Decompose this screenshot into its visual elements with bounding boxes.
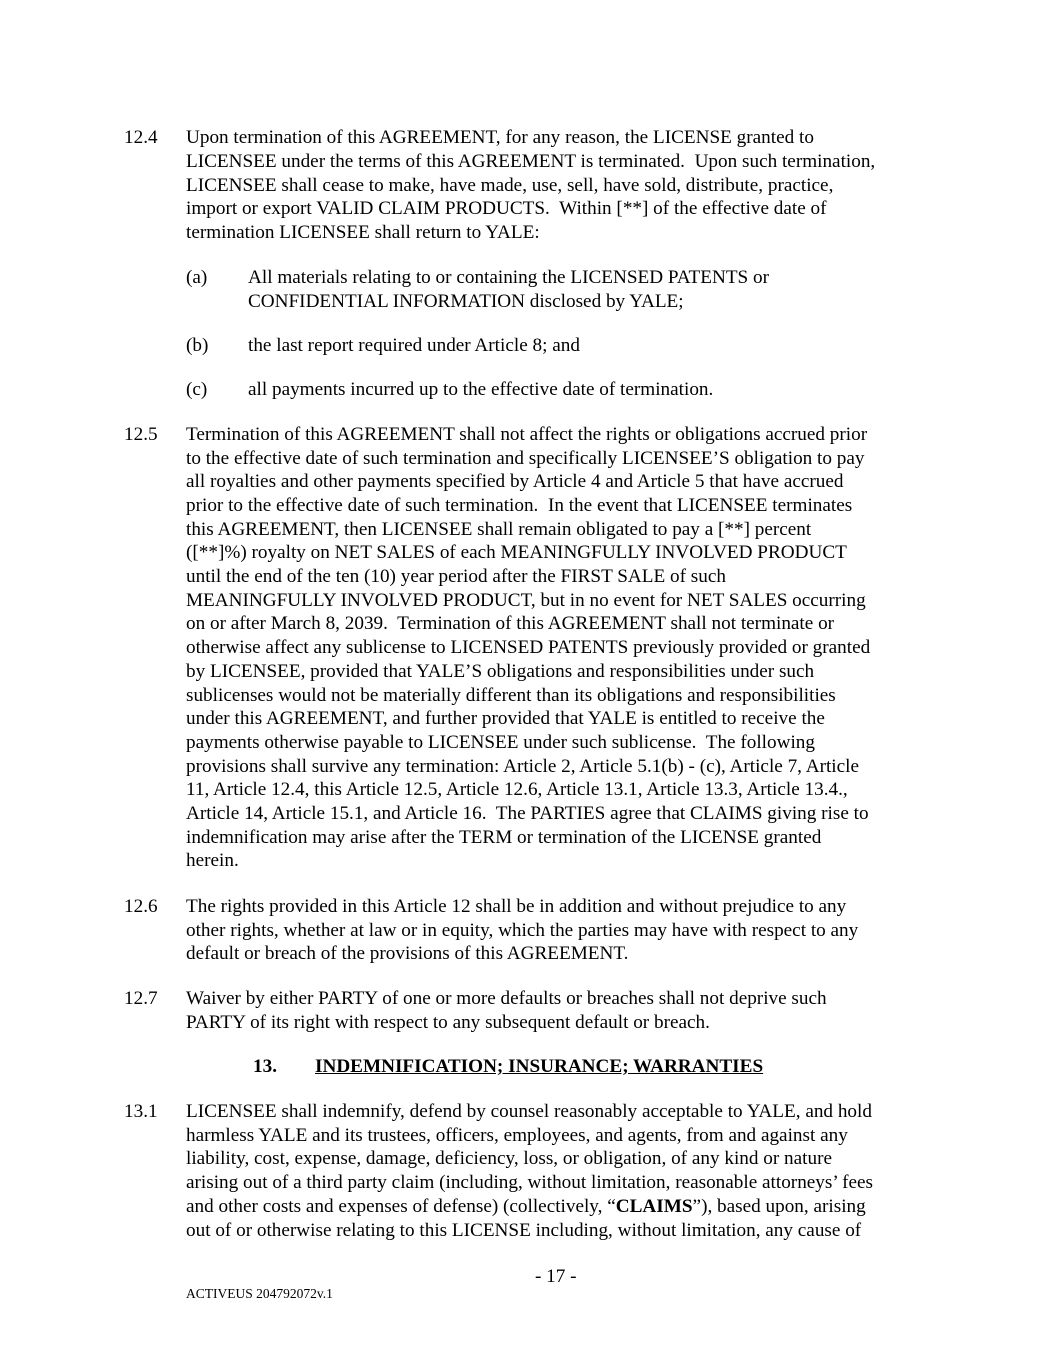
section-13-1-line xyxy=(186,1195,866,1219)
section-12-5-line: MEANINGFULLY INVOLVED PRODUCT, but in no event for NET SALES occurring xyxy=(186,590,866,611)
section-12-5-line: prior to the effective date of such termination. In the event that LICENSEE terminates xyxy=(186,495,853,516)
list-label-b: (b) xyxy=(186,335,209,356)
section-number-12-4: 12.4 xyxy=(124,127,158,148)
article-13-heading xyxy=(253,1055,813,1079)
section-13-1-line: LICENSEE shall indemnify, defend by counsel reasonably acceptable to YALE, and hold xyxy=(186,1101,872,1122)
claims-text-after: ”), based upon, arising xyxy=(692,1196,866,1217)
section-12-5-line: ([**]%) royalty on NET SALES of each MEANINGFULLY INVOLVED PRODUCT xyxy=(186,542,847,563)
page-number: - 17 - xyxy=(535,1266,577,1287)
section-12-4-line: termination LICENSEE shall return to YALE: xyxy=(186,222,540,243)
section-number-12-7: 12.7 xyxy=(124,988,158,1009)
document-id: ACTIVEUS 204792072v.1 xyxy=(186,1286,333,1301)
section-12-5-line: sublicenses would not be materially different than its obligations and responsibilities xyxy=(186,685,836,706)
section-12-5-line: this AGREEMENT, then LICENSEE shall remain obligated to pay a [**] percent xyxy=(186,519,812,540)
section-12-5-line: by LICENSEE, provided that YALE’S obligations and responsibilities under such xyxy=(186,661,815,682)
section-12-5-line: Article 14, Article 15.1, and Article 16. The PARTIES agree that CLAIMS giving rise to xyxy=(186,803,869,824)
section-13-1-line: liability, cost, expense, damage, deficiency, loss, or obligation, of any kind or nature xyxy=(186,1148,832,1169)
section-12-5-line: on or after March 8, 2039. Termination of this AGREEMENT shall not terminate or xyxy=(186,613,835,634)
section-12-5-line: all royalties and other payments specified by Article 4 and Article 5 that have accrued xyxy=(186,471,844,492)
section-13-1-line: harmless YALE and its trustees, officers, employees, and agents, from and against any xyxy=(186,1125,848,1146)
section-12-4-line: LICENSEE under the terms of this AGREEMENT is terminated. Upon such termination, xyxy=(186,151,876,172)
article-13-title: INDEMNIFICATION; INSURANCE; WARRANTIES xyxy=(315,1056,764,1077)
section-12-4-line: import or export VALID CLAIM PRODUCTS. Within [**] of the effective date of xyxy=(186,198,827,219)
section-12-5-line: herein. xyxy=(186,850,239,871)
section-12-5-line: to the effective date of such termination and specifically LICENSEE’S obligation to pay xyxy=(186,448,865,469)
list-item-b-line: the last report required under Article 8; and xyxy=(248,335,580,356)
section-12-5-line: indemnification may arise after the TERM or termination of the LICENSE granted xyxy=(186,827,822,848)
section-12-6-line: The rights provided in this Article 12 shall be in addition and without prejudice to any xyxy=(186,896,847,917)
list-label-c: (c) xyxy=(186,379,208,400)
article-13-number: 13. xyxy=(253,1056,277,1077)
section-12-7-line: Waiver by either PARTY of one or more defaults or breaches shall not deprive such xyxy=(186,988,827,1009)
section-12-5-line: payments otherwise payable to LICENSEE under such sublicense. The following xyxy=(186,732,815,753)
list-item-c-line: all payments incurred up to the effective date of termination. xyxy=(248,379,714,400)
claims-defined-term: CLAIMS xyxy=(615,1196,693,1217)
section-12-4-line: LICENSEE shall cease to make, have made, use, sell, have sold, distribute, practice, xyxy=(186,175,834,196)
section-12-5-line: under this AGREEMENT, and further provided that YALE is entitled to receive the xyxy=(186,708,825,729)
section-13-1-line: out of or otherwise relating to this LICENSE including, without limitation, any cause of xyxy=(186,1220,862,1241)
section-12-5-line: Termination of this AGREEMENT shall not affect the rights or obligations accrued prior xyxy=(186,424,868,445)
section-12-6-line: other rights, whether at law or in equity, which the parties may have with respect to any xyxy=(186,920,859,941)
section-number-12-6: 12.6 xyxy=(124,896,158,917)
list-item-a-line: All materials relating to or containing the LICENSED PATENTS or xyxy=(248,267,770,288)
claims-text-before: and other costs and expenses of defense) (collectively, “ xyxy=(186,1196,616,1217)
section-12-4-line: Upon termination of this AGREEMENT, for any reason, the LICENSE granted to xyxy=(186,127,814,148)
section-13-1-line: arising out of a third party claim (including, without limitation, reasonable attorneys’ fees xyxy=(186,1172,874,1193)
section-number-12-5: 12.5 xyxy=(124,424,158,445)
list-label-a: (a) xyxy=(186,267,208,288)
section-12-5-line: 11, Article 12.4, this Article 12.5, Article 12.6, Article 13.1, Article 13.3, Article 13.4., xyxy=(186,779,848,800)
section-number-13-1: 13.1 xyxy=(124,1101,158,1122)
section-12-5-line: provisions shall survive any termination: Article 2, Article 5.1(b) - (c), Article 7, Article xyxy=(186,756,859,777)
list-item-a-line: CONFIDENTIAL INFORMATION disclosed by YALE; xyxy=(248,291,684,312)
section-12-5-line: otherwise affect any sublicense to LICENSED PATENTS previously provided or granted xyxy=(186,637,871,658)
section-12-5-line: until the end of the ten (10) year period after the FIRST SALE of such xyxy=(186,566,726,587)
section-12-7-line: PARTY of its right with respect to any subsequent default or breach. xyxy=(186,1012,710,1033)
section-12-6-line: default or breach of the provisions of this AGREEMENT. xyxy=(186,943,629,964)
